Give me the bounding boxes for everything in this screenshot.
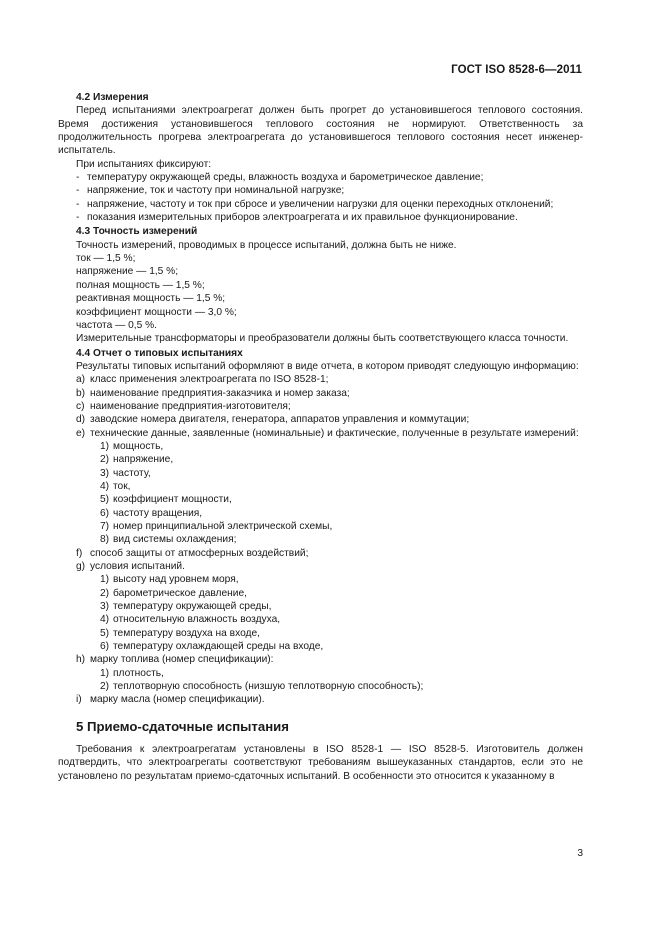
numbered-item: 1) плотность, [99,667,164,679]
numbered-item: 3) частоту, [99,467,151,479]
numbered-item: 1) мощность, [99,440,164,452]
section-4-4-heading: 4.4 Отчет о типовых испытаниях [76,347,243,359]
standard-header: ГОСТ ISO 8528-6—2011 [451,64,582,76]
list-item-f: f) способ защиты от атмосферных воздействий; [76,547,309,559]
numbered-item: 2) барометрическое давление, [99,587,247,599]
accuracy-line: ток — 1,5 %; [76,253,136,265]
accuracy-line: частота — 0,5 %. [76,319,158,331]
numbered-item: 6) температуру охлаждающей среды на входе, [99,641,324,653]
list-item-i: i) марку масла (номер спецификации). [76,694,265,706]
list-item-d: d) заводские номера двигателя, генератора, аппаратов управления и коммутации; [76,414,470,426]
list-item-b: b) наименование предприятия-заказчика и номер заказа; [76,387,350,399]
paragraph: Точность измерений, проводимых в процессе испытаний, должна быть не ниже. [76,239,457,251]
list-item-e: e) технические данные, заявленные (номинальные) и фактические, полученные в результате измерений: [76,427,579,439]
dash-item: - напряжение, ток и частоту при номинальной нагрузке; [76,185,345,197]
section-4-3-heading: 4.3 Точность измерений [76,226,198,238]
dash-item: - температуру окружающей среды, влажность воздуха и барометрическое давление; [76,172,484,184]
numbered-item: 2) теплотворную способность (низшую теплотворную способность); [99,681,424,693]
numbered-item: 2) напряжение, [99,454,174,466]
numbered-item: 5) коэффициент мощности, [99,494,232,506]
page-number: 3 [577,848,583,859]
accuracy-line: реактивная мощность — 1,5 %; [76,293,226,305]
paragraph: При испытаниях фиксируют: [76,158,212,170]
accuracy-line: напряжение — 1,5 %; [76,266,179,278]
paragraph: Измерительные трансформаторы и преобразователи должны быть соответствующего класса точности. [76,333,569,345]
list-item-h: h) марку топлива (номер спецификации): [76,654,274,666]
document-body [58,90,583,783]
list-item-c: c) наименование предприятия-изготовителя; [76,400,291,412]
list-item-a: a) класс применения электроагрегата по ISO 8528-1; [76,374,329,386]
numbered-item: 1) высоту над уровнем моря, [99,574,239,586]
paragraph: Результаты типовых испытаний оформляют в виде отчета, в котором приводят следующую информацию: [76,360,579,372]
numbered-item: 4) относительную влажность воздуха, [99,614,281,626]
accuracy-line: полная мощность — 1,5 %; [76,279,205,291]
dash-item: - показания измерительных приборов электроагрегата и их правильное функционирование. [76,212,518,224]
section-4-2-heading: 4.2 Измерения [76,92,149,103]
section-5-heading: 5 Приемо-сдаточные испытания [76,718,289,734]
numbered-item: 5) температуру воздуха на входе, [99,627,260,639]
numbered-item: 3) температуру окружающей среды, [99,601,272,613]
numbered-item: 4) ток, [99,480,131,492]
dash-item: - напряжение, частоту и ток при сбросе и увеличении нагрузки для оценки переходных отклонений; [76,198,554,210]
paragraph: Перед испытаниями электроагрегат должен быть прогрет до установившегося теплового состояния. Время достижения установившегося теплового состояния не нормируют. Ответственность за продолжительность прогрева электроагрегата до установившегося теплового состояния несет инженер-испытатель. [58,105,583,157]
numbered-item: 8) вид системы охлаждения; [99,534,237,546]
list-item-g: g) условия испытаний. [76,561,185,573]
paragraph: Требования к электроагрегатам установлены в ISO 8528-1 — ISO 8528-5. Изготовитель должен подтвердить, что электроагрегаты соответствуют требованиям вышеуказанных стандартов, если это не установлено по результатам приемо-сдаточных испытаний. В особенности это относится к указанному в [58,743,583,782]
numbered-item: 7) номер принципиальной электрической схемы, [99,521,333,532]
numbered-item: 6) частоту вращения, [99,507,203,519]
accuracy-line: коэффициент мощности — 3,0 %; [76,306,237,318]
